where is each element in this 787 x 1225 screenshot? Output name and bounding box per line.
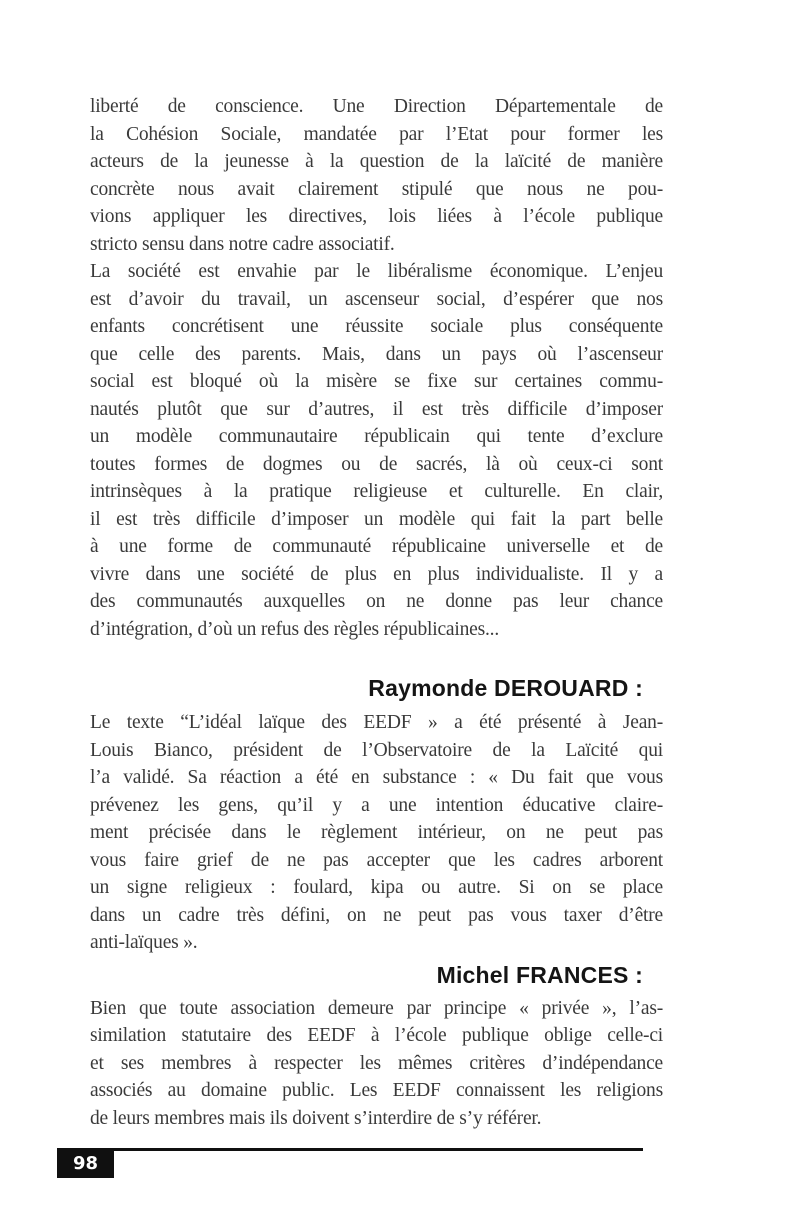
text-line: La société est envahie par le libéralisme économique. L’enjeu [90,261,663,282]
text-line: enfants concrétisent une réussite sociale plus conséquente [90,316,663,337]
text-line: stricto sensu dans notre cadre associatif. [90,233,395,255]
text-line: l’a validé. Sa réaction a été en substance : « Du fait que vous [90,767,663,788]
page-number: 98 [72,1152,99,1174]
page-number-box [57,1148,114,1178]
paragraph-2 [90,258,663,643]
text-line: et ses membres à respecter les mêmes critères d’indépendance [90,1052,663,1074]
text-line: associés au domaine public. Les EEDF connaissent les religions [90,1080,663,1101]
text-line: Bien que toute association demeure par principe « privée », l’as- [90,997,663,1019]
text-line: concrète nous avait clairement stipulé que nous ne pou- [90,178,663,200]
text-line: Le texte “L’idéal laïque des EEDF » a été présenté à Jean- [90,712,663,733]
text-line: des communautés auxquelles on ne donne pas leur chance [90,591,663,612]
speaker-heading-michel-frances: Michel FRANCES : [436,961,643,988]
text-line: à une forme de communauté républicaine universelle et de [90,536,663,557]
text-line: Louis Bianco, président de l’Observatoire de la Laïcité qui [90,739,663,761]
footer-rule [113,1148,643,1151]
text-line: d’intégration, d’où un refus des règles républicaines... [90,618,500,640]
body-text [90,93,663,1132]
paragraph-4 [90,995,663,1133]
text-line: vivre dans une société de plus en plus individualiste. Il y a [90,563,663,585]
text-line: vions appliquer les directives, lois liées à l’école publique [90,206,663,227]
text-line: un signe religieux : foulard, kipa ou autre. Si on se place [90,877,663,898]
text-line: anti-laïques ». [90,932,198,953]
text-line: intrinsèques à la pratique religieuse et culturelle. En clair, [90,481,663,502]
text-line: nautés plutôt que sur d’autres, il est très difficile d’imposer [90,398,663,420]
text-line: vous faire grief de ne pas accepter que les cadres arborent [90,849,663,871]
text-line: que celle des parents. Mais, dans un pays où l’ascenseur [90,343,663,365]
text-line: la Cohésion Sociale, mandatée par l’Etat pour former les [90,123,663,145]
text-line: est d’avoir du travail, un ascenseur social, d’espérer que nos [90,288,663,310]
text-line: ment précisée dans le règlement intérieur, on ne peut pas [90,822,663,843]
text-line: similation statutaire des EEDF à l’école publique oblige celle-ci [90,1025,663,1046]
paragraph-3 [90,709,663,957]
text-line: de leurs membres mais ils doivent s’interdire de s’y référer. [90,1107,542,1129]
text-line: social est bloqué où la misère se fixe sur certaines commu- [90,371,663,392]
text-line: toutes formes de dogmes ou de sacrés, là où ceux-ci sont [90,453,663,475]
speaker-heading-raymonde-derouard: Raymonde DEROUARD : [368,675,643,701]
text-line: acteurs de la jeunesse à la question de la laïcité de manière [90,151,663,172]
text-line: prévenez les gens, qu’il y a une intention éducative claire- [90,794,663,816]
paragraph-1 [90,93,663,258]
text-line: un modèle communautaire républicain qui tente d’exclure [90,426,663,447]
text-line: liberté de conscience. Une Direction Départementale de [90,96,663,117]
text-line: dans un cadre très défini, on ne peut pas vous taxer d’être [90,904,663,926]
text-line: il est très difficile d’imposer un modèle qui fait la part belle [90,508,663,530]
